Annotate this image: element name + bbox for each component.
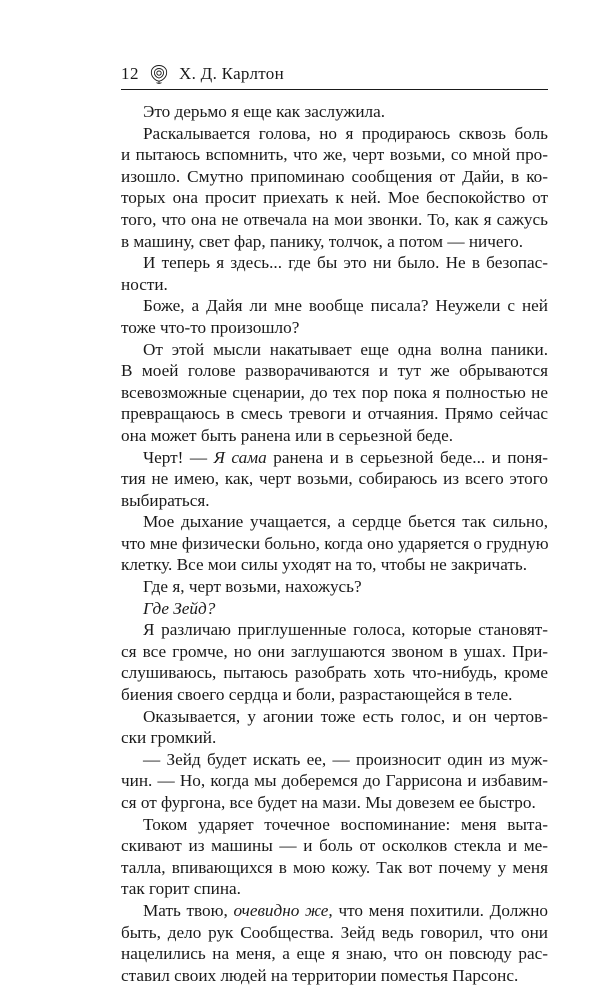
text-line xyxy=(121,835,548,857)
line-text: изошло. Смутно припоминаю сообщения от Дайи, в ко- xyxy=(121,166,548,186)
line-text: Боже, а Дайя ли мне вообще писала? Неужели с ней xyxy=(143,296,548,316)
line-text: Где я, черт возьми, нахожусь? xyxy=(143,577,362,597)
text-line xyxy=(121,706,548,728)
line-text: — Зейд будет искать ее, — произносит один из муж- xyxy=(143,749,548,769)
line-text: скивают из машины — и боль от осколков стекла и ме- xyxy=(121,836,548,856)
text-line xyxy=(121,425,548,447)
line-text: биения своего сердца и боли, разрастающейся в теле. xyxy=(121,685,513,705)
running-header xyxy=(121,62,548,86)
line-text: ранена и в серьезной беде... и поня- xyxy=(266,447,548,467)
line-text: и пытаюсь вспомнить, что же, черт возьми, со мной про- xyxy=(121,145,548,165)
text-line xyxy=(121,684,548,706)
text-line xyxy=(121,533,548,555)
text-line xyxy=(121,857,548,879)
paragraph xyxy=(121,123,548,253)
line-text: что меня похитили. Должно xyxy=(332,900,548,920)
line-text: Раскалывается голова, но я продираюсь сквозь боль xyxy=(143,123,548,143)
text-line xyxy=(121,770,548,792)
line-text: Это дерьмо я еще как заслужила. xyxy=(143,102,386,121)
line-text: быть, дело рук Сообщества. Зейд ведь говорил, что они xyxy=(121,922,548,942)
paragraph xyxy=(121,814,548,900)
line-text: Током ударяет точечное воспоминание: меня выта- xyxy=(143,814,548,834)
text-line xyxy=(121,490,548,512)
line-text: чин. — Но, когда мы доберемся до Гаррисона и избавим- xyxy=(121,771,548,791)
italic-text: очевидно же, xyxy=(233,900,333,920)
paragraph xyxy=(121,511,548,576)
paragraph xyxy=(121,576,548,598)
text-line xyxy=(121,900,548,922)
text-line xyxy=(121,252,548,274)
text-line xyxy=(121,144,548,166)
line-text: Черт! — xyxy=(143,447,214,467)
text-line xyxy=(121,727,548,749)
text-line xyxy=(121,943,548,965)
line-text: ся все громче, но они заглушаются звоном в ушах. При- xyxy=(121,641,548,661)
italic-text: Я сама xyxy=(213,447,267,467)
line-text: выбираться. xyxy=(121,490,210,510)
text-line xyxy=(121,403,548,425)
body-text xyxy=(121,101,548,986)
text-line xyxy=(121,619,548,641)
text-line xyxy=(121,123,548,145)
line-text: что мне физически больно, когда оно ударяется о грудную xyxy=(121,533,549,553)
text-line xyxy=(121,187,548,209)
paragraph xyxy=(121,252,548,295)
paragraph xyxy=(121,101,548,123)
line-text: И теперь я здесь... где бы это ни было. Не в безопас- xyxy=(143,253,548,273)
text-line xyxy=(121,339,548,361)
text-line xyxy=(121,878,548,900)
line-text: тоже что-то произошло? xyxy=(121,317,300,337)
line-text: в машину, свет фар, панику, толчок, а потом — ничего. xyxy=(121,231,524,251)
line-text: нацелились на меня, а еще я знаю, что он повсюду рас- xyxy=(121,944,548,964)
text-line xyxy=(121,792,548,814)
text-line xyxy=(121,511,548,533)
text-line xyxy=(121,447,548,469)
line-text: тия не имею, как, черт возьми, собираюсь из всего этого xyxy=(121,469,548,489)
text-line xyxy=(121,576,548,598)
header-rule xyxy=(121,89,548,90)
line-text: всевозможные сценарии, до тех пор пока я полностью не xyxy=(121,382,548,402)
line-text: превращаюсь в смесь тревоги и отчаяния. Прямо сейчас xyxy=(121,404,548,424)
line-text: ся от фургона, все будет на мази. Мы довезем ее быстро. xyxy=(121,793,536,812)
italic-text: Где Зейд? xyxy=(143,598,216,618)
author-name: Х. Д. Карлтон xyxy=(179,64,284,83)
line-text: Оказывается, у агонии тоже есть голос, и он чертов- xyxy=(143,706,548,726)
line-text: ности. xyxy=(121,274,168,294)
line-text: торых она просит приехать к ней. Мое беспокойство от xyxy=(121,188,548,208)
paragraph xyxy=(121,619,548,705)
line-text: клетку. Все мои силы уходят на то, чтобы не закричать. xyxy=(121,555,528,575)
line-text: В моей голове разворачиваются и тут же обрываются xyxy=(121,361,548,381)
paragraph xyxy=(121,295,548,338)
line-text: слушиваюсь, пытаюсь разобрать хоть что-нибудь, кроме xyxy=(121,663,548,683)
text-line xyxy=(121,554,548,576)
line-text: того, что она не отвечала на мои звонки. То, как я сажусь xyxy=(121,209,548,229)
text-line xyxy=(121,360,548,382)
text-line xyxy=(121,101,548,123)
text-line xyxy=(121,209,548,231)
text-line xyxy=(121,814,548,836)
line-text: так горит спина. xyxy=(121,879,241,899)
paragraph xyxy=(121,749,548,814)
page-number: 12 xyxy=(121,64,139,83)
line-text: талла, впивающихся в мою кожу. Так вот почему у меня xyxy=(121,857,548,877)
text-line xyxy=(121,274,548,296)
text-line xyxy=(121,382,548,404)
text-line xyxy=(121,965,548,987)
text-line xyxy=(121,598,548,620)
text-line xyxy=(121,166,548,188)
line-text: От этой мысли накатывает еще одна волна паники. xyxy=(143,339,548,359)
rose-icon xyxy=(147,62,171,86)
text-line xyxy=(121,295,548,317)
text-line xyxy=(121,749,548,771)
paragraph xyxy=(121,339,548,447)
line-text: ски громкий. xyxy=(121,728,217,748)
line-text: ставил своих людей на территории поместья Парсонс. xyxy=(121,965,519,985)
paragraph xyxy=(121,598,548,620)
text-line xyxy=(121,468,548,490)
paragraph xyxy=(121,900,548,986)
line-text: Я различаю приглушенные голоса, которые становят- xyxy=(143,620,548,640)
line-text: она может быть ранена или в серьезной беде. xyxy=(121,425,454,445)
text-line xyxy=(121,641,548,663)
paragraph xyxy=(121,706,548,749)
text-line xyxy=(121,231,548,253)
text-line xyxy=(121,922,548,944)
line-text: Мое дыхание учащается, а сердце бьется так сильно, xyxy=(143,512,548,532)
line-text: Мать твою, xyxy=(143,900,234,920)
paragraph xyxy=(121,447,548,512)
text-line xyxy=(121,662,548,684)
text-line xyxy=(121,317,548,339)
